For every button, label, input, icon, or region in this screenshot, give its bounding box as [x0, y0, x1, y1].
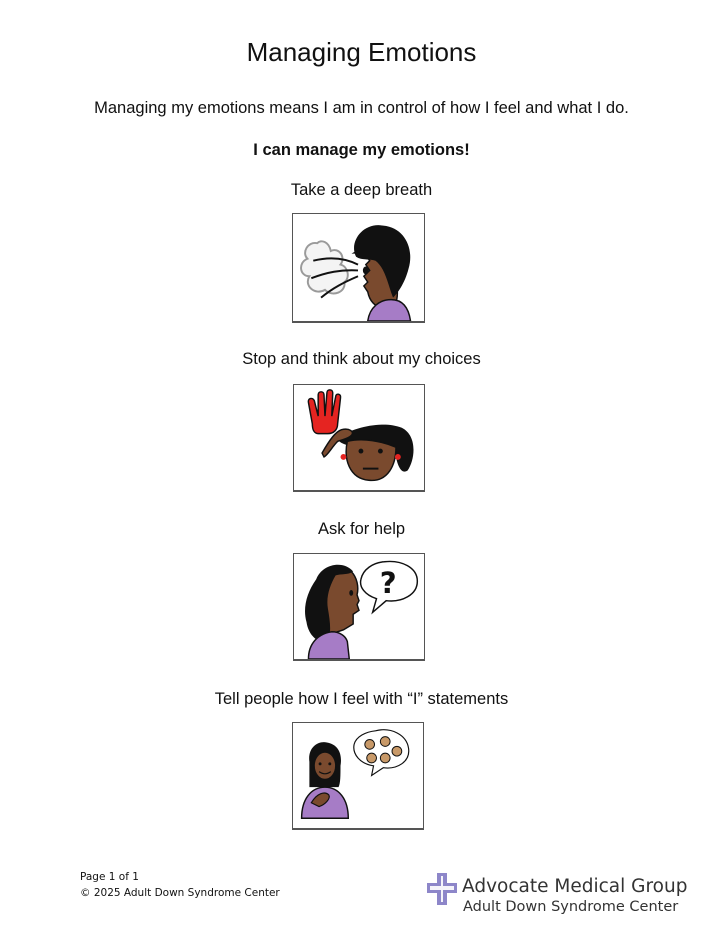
copyright-text: © 2025 Adult Down Syndrome Center [80, 887, 280, 899]
deep-breath-icon [292, 213, 425, 323]
svg-text:?: ? [379, 565, 397, 600]
stop-and-think-icon [293, 384, 425, 492]
step-label-deep-breath: Take a deep breath [290, 181, 433, 199]
step-label-stop-and-think: Stop and think about my choices [242, 350, 481, 368]
medical-cross-icon [426, 872, 458, 906]
page-number: Page 1 of 1 [80, 871, 139, 883]
logo-center-name: Adult Down Syndrome Center [463, 899, 679, 915]
affirmation-text: I can manage my emotions! [253, 141, 470, 159]
page-title: Managing Emotions [246, 37, 477, 67]
step-label-ask-for-help: Ask for help [317, 520, 406, 538]
intro-text: Managing my emotions means I am in control of how I feel and what I do. [94, 99, 629, 117]
ask-for-help-icon [293, 553, 425, 661]
step-label-i-statements: Tell people how I feel with “I” statements [214, 690, 509, 708]
logo-organization-name: Advocate Medical Group [462, 876, 688, 897]
i-statements-icon [292, 722, 424, 830]
